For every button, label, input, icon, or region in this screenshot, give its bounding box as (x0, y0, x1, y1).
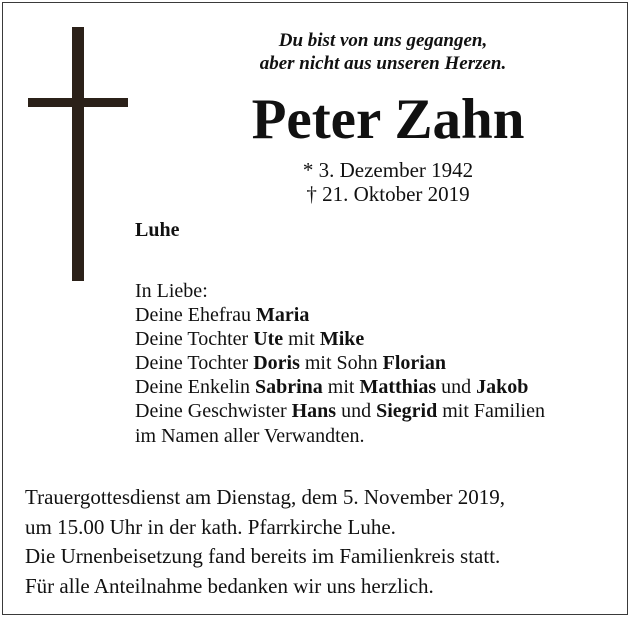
service-line: Trauergottesdienst am Dienstag, dem 5. November 2019, (25, 485, 506, 509)
mourner-name: Ute (253, 328, 284, 351)
mourner-text: mit Familien (437, 400, 545, 423)
mourner-name: Sabrina (254, 376, 323, 399)
death-date: † 21. Oktober 2019 (306, 182, 470, 206)
obituary-notice (2, 2, 628, 615)
mourner-line-spouse (135, 303, 545, 327)
mourner-name: Florian (382, 352, 446, 375)
mourner-text: Deine Enkelin (135, 376, 255, 399)
cross-horizontal-bar (28, 98, 128, 107)
mourner-line-daughter-1 (135, 327, 545, 351)
motto-line-2: aber nicht aus unseren Herzen. (259, 53, 507, 74)
mourner-text: mit (283, 328, 320, 351)
service-info (25, 483, 505, 601)
motto-line-1: Du bist von uns gegangen, (278, 30, 488, 51)
mourner-text: und (436, 376, 477, 399)
mourner-name: Siegrid (376, 400, 438, 423)
service-line: Für alle Anteilnahme bedanken wir uns herzlich. (25, 573, 434, 598)
mourner-name: Jakob (476, 376, 529, 399)
mourner-name: Mike (319, 328, 365, 351)
mourner-text: mit (322, 376, 360, 399)
service-line: Die Urnenbeisetzung fand bereits im Familienkreis statt. (25, 544, 501, 568)
birth-date: * 3. Dezember 1942 (302, 158, 474, 182)
mourner-line-relatives: im Namen aller Verwandten. (135, 424, 365, 447)
mourners-list (135, 279, 545, 448)
service-line: um 15.00 Uhr in der kath. Pfarrkirche Luhe. (25, 514, 396, 539)
place-name: Luhe (135, 219, 180, 241)
deceased-name: Peter Zahn (251, 88, 525, 151)
mourner-text: mit Sohn (299, 352, 383, 375)
mourner-name: Doris (253, 352, 300, 375)
mourner-text: Deine Ehefrau (135, 304, 257, 327)
cross-vertical-bar (72, 27, 84, 281)
mourner-name: Maria (256, 304, 310, 327)
mourner-text: und (336, 400, 377, 423)
mourner-name: Hans (291, 400, 337, 423)
mourner-text: Deine Tochter (135, 328, 254, 351)
motto (203, 29, 563, 75)
mourner-line-grandchildren (135, 375, 545, 399)
mourners-intro: In Liebe: (135, 280, 208, 302)
mourner-line-siblings (135, 399, 545, 423)
life-dates (233, 158, 543, 206)
mourner-text: Deine Geschwister (135, 400, 292, 423)
mourner-name: Matthias (359, 376, 437, 399)
mourner-text: Deine Tochter (135, 352, 254, 375)
mourner-line-daughter-2 (135, 351, 545, 375)
